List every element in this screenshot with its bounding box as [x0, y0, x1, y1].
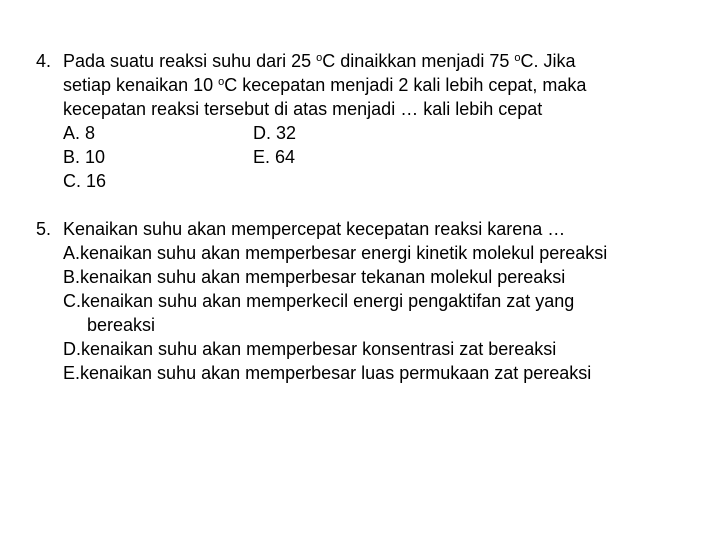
option-d: D.kenaikan suhu akan memperbesar konsentrasi zat bereaksi: [63, 339, 557, 359]
question-4-line-2: [36, 73, 586, 97]
question-4-text-e: C kecepatan menjadi 2 kali lebih cepat, maka: [224, 75, 587, 95]
question-4-options-row-3: [36, 169, 586, 193]
question-4-text-b: C dinaikkan menjadi 75: [322, 51, 515, 71]
option-e: E.kenaikan suhu akan memperbesar luas permukaan zat pereaksi: [63, 363, 592, 383]
question-5: [36, 217, 607, 385]
question-4-options-row-2: [36, 145, 586, 169]
option-a: A.kenaikan suhu akan memperbesar energi kinetik molekul pereaksi: [63, 243, 608, 263]
option-c-continuation: bereaksi: [87, 315, 156, 335]
option-b: B. 10: [63, 147, 106, 167]
option-c: C. 16: [63, 171, 107, 191]
option-a: A. 8: [63, 123, 96, 143]
question-4: [36, 49, 586, 193]
degree-symbol: o: [218, 76, 225, 88]
option-d: D. 32: [253, 123, 297, 143]
option-c: C.kenaikan suhu akan memperkecil energi pengaktifan zat yang: [63, 291, 575, 311]
question-5-stem-line: [36, 217, 607, 241]
question-5-number: 5.: [36, 219, 52, 239]
question-4-line-3: kecepatan reaksi tersebut di atas menjadi … kali lebih cepat: [63, 99, 543, 119]
question-4-text-d: setiap kenaikan 10: [63, 75, 219, 95]
question-4-options-row-1: [36, 121, 586, 145]
question-5-stem: Kenaikan suhu akan mempercepat kecepatan reaksi karena …: [63, 219, 566, 239]
question-4-text-a: Pada suatu reaksi suhu dari 25: [63, 51, 317, 71]
option-e: E. 64: [253, 147, 296, 167]
degree-symbol: o: [316, 52, 323, 64]
degree-symbol: o: [514, 52, 521, 64]
question-4-number: 4.: [36, 51, 52, 71]
question-4-text-c: C. Jika: [520, 51, 576, 71]
question-4-line-1: [36, 49, 586, 73]
option-b: B.kenaikan suhu akan memperbesar tekanan molekul pereaksi: [63, 267, 566, 287]
